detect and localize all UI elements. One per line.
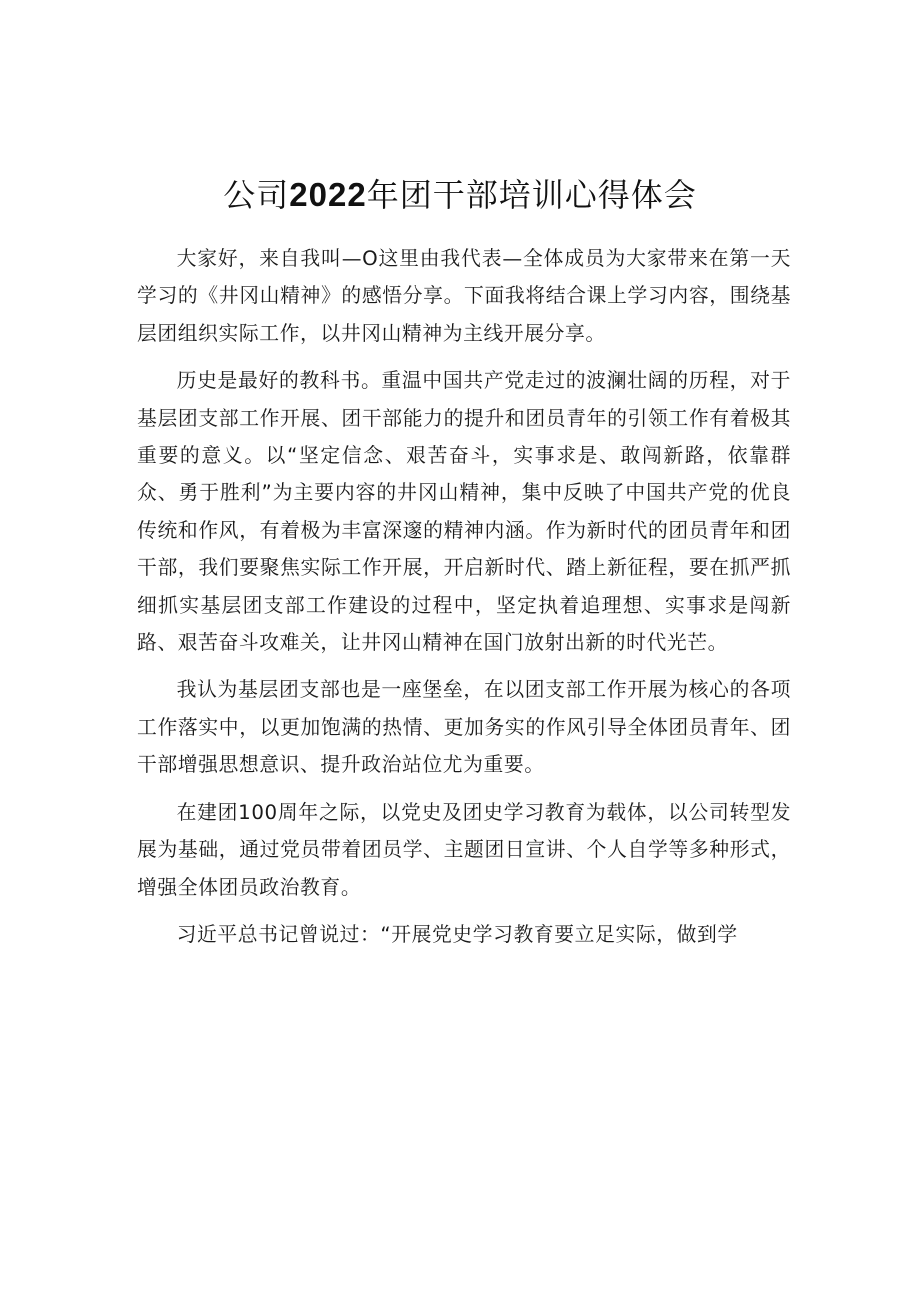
title-year: 2022: [289, 176, 367, 213]
title-suffix: 年团干部培训心得体会: [366, 176, 697, 214]
paragraph-4: 在建团100周年之际，以党史及团史学习教育为载体，以公司转型发展为基础，通过党员带着团员学、主题团日宣讲、个人自学等多种形式，增强全体团员政治教育。: [137, 800, 791, 899]
paragraph-5: 习近平总书记曾说过：“开展党史学习教育要立足实际，做到学: [176, 922, 738, 946]
title-prefix: 公司: [223, 176, 290, 214]
paragraph-3: 我认为基层团支部也是一座堡垒，在以团支部工作开展为核心的各项工作落实中，以更加饱满的热情、更加务实的作风引导全体团员青年、团干部增强思想意识、提升政治站位尤为重要。: [137, 678, 791, 777]
document-body: [137, 240, 791, 963]
paragraph-2: 历史是最好的教科书。重温中国共产党走过的波澜壮阔的历程，对于基层团支部工作开展、团干部能力的提升和团员青年的引领工作有着极其重要的意义。以“坚定信念、艰苦奋斗，实事求是、敢闯新路，依靠群众、勇于胜利”为主要内容的井冈山精神，集中反映了中国共产党的优良传统和作风，有着极为丰富深邃的精神内涵。作为新时代的团员青年和团干部，我们要聚焦实际工作开展，开启新时代、踏上新征程，要在抓严抓细抓实基层团支部工作建设的过程中，坚定执着追理想、实事求是闯新路、艰苦奋斗攻难关，让井冈山精神在国门放射出新的时代光芒。: [137, 369, 791, 655]
paragraph-1: 大家好，来自我叫—O这里由我代表—全体成员为大家带来在第一天学习的《井冈山精神》的感悟分享。下面我将结合课上学习内容，围绕基层团组织实际工作，以井冈山精神为主线开展分享。: [137, 247, 791, 345]
document-title: [0, 170, 920, 220]
